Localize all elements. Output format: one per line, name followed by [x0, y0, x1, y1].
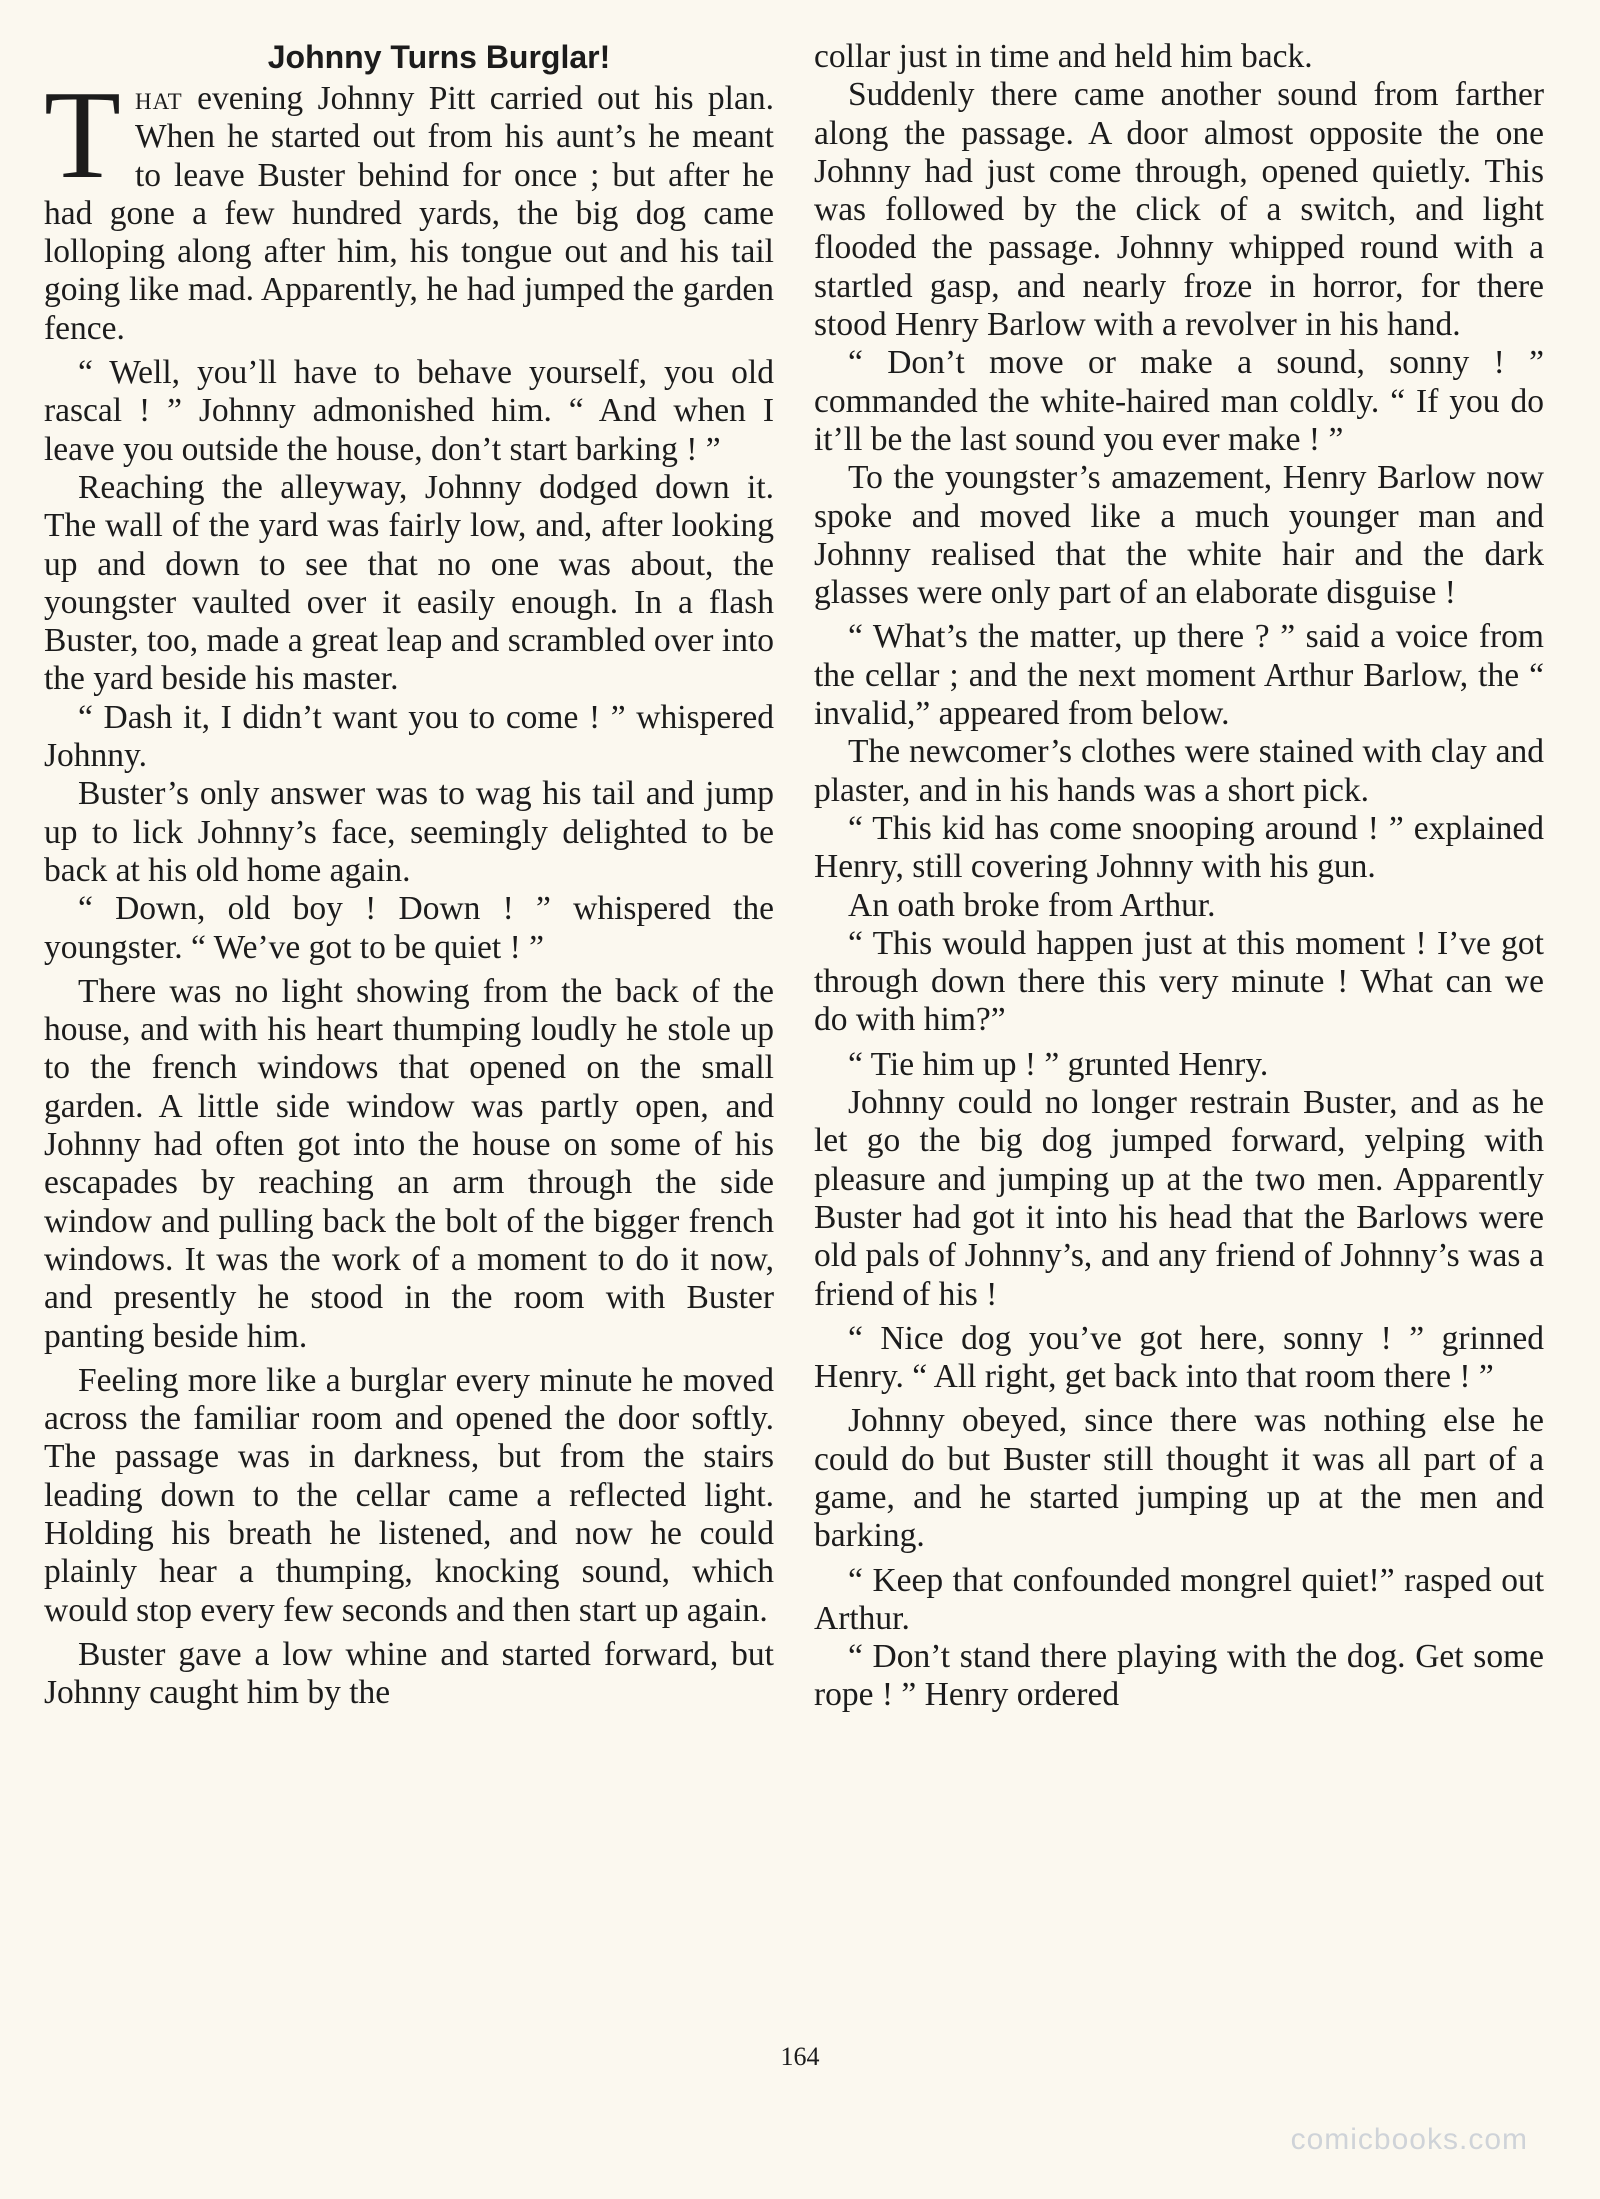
paragraph: The newcomer’s clothes were stained with clay and plaster, and in his hands was a short pick. [814, 733, 1544, 809]
paragraph: “ Don’t move or make a sound, sonny ! ” commanded the white-haired man coldly. “ If you do it’ll be the last sound you ever make ! ” [814, 344, 1544, 458]
paragraph: Johnny obeyed, since there was nothing else he could do but Buster still thought it was all part of a game, and he started jumping up at the men and barking. [814, 1402, 1544, 1555]
opening-paragraph [44, 66, 774, 348]
paragraph: Buster’s only answer was to wag his tail and jump up to lick Johnny’s face, seemingly delighted to be back at his old home again. [44, 775, 774, 889]
paragraph: “ Keep that confounded mongrel quiet!” rasped out Arthur. [814, 1561, 1544, 1637]
paragraph: “ What’s the matter, up there ? ” said a voice from the cellar ; and the next moment Arthur Barlow, the “ invalid,” appeared from below. [814, 618, 1544, 733]
paragraph: “ Tie him up ! ” grunted Henry. [848, 1045, 1269, 1083]
paragraph: “ Well, you’ll have to behave yourself, you old rascal ! ” Johnny admonished him. “ And when I leave you outside the house, don’t start barking ! ” [44, 354, 774, 468]
paragraph: Reaching the alleyway, Johnny dodged down it. The wall of the yard was fairly low, and, after looking up and down to see that no one was about, the youngster vaulted over it easily enough. In a flash Buster, too, made a great leap and scrambled over into the yard beside his master. [44, 468, 774, 698]
left-column [44, 38, 774, 1712]
paragraph: Johnny could no longer restrain Buster, and as he let go the big dog jumped forward, yelping with pleasure and jumping up at the two men. Apparently Buster had got it into his head that the Barlows were old pals of Johnny’s, and any friend of Johnny’s was a friend of his ! [814, 1084, 1544, 1313]
paragraph: “ Dash it, I didn’t want you to come ! ” whispered Johnny. [44, 698, 774, 775]
paragraph: “ This would happen just at this moment ! I’ve got through down there this very minute ! What can we do with him?” [814, 924, 1544, 1039]
paragraph: Feeling more like a burglar every minute he moved across the familiar room and opened the door softly. The passage was in darkness, but from the stairs leading down to the cellar came a reflected light. Holding his breath he listened, and now he could plainly hear a thumping, knocking sound, which would stop every few seconds and then start up again. [44, 1361, 774, 1629]
drop-cap: T [44, 66, 121, 205]
paragraph: Buster gave a low whine and started forward, but Johnny caught him by the [44, 1635, 774, 1712]
opening-paragraph-text: evening Johnny Pitt carried out his plan. When he started out from his aunt’s he meant to leave Buster behind for once ; but after he had gone a few hundred yards, the big dog came lolloping along after him, his tongue out and his tail going like mad. Apparently, he had jumped the garden fence. [44, 80, 774, 347]
paragraph: “ Nice dog you’ve got here, sonny ! ” grinned Henry. “ All right, get back into that room there ! ” [814, 1319, 1544, 1396]
paragraph: An oath broke from Arthur. [848, 886, 1216, 924]
story-title: Johnny Turns Burglar! [267, 39, 611, 75]
paragraph: “ Down, old boy ! Down ! ” whispered the youngster. “ We’ve got to be quiet ! ” [44, 890, 774, 966]
watermark: comicbooks.com [1290, 2123, 1528, 2156]
paragraph: “ This kid has come snooping around ! ” explained Henry, still covering Johnny with his gun. [814, 809, 1544, 886]
continued-line: collar just in time and held him back. [814, 38, 1313, 75]
paragraph: To the youngster’s amazement, Henry Barlow now spoke and moved like a much younger man and Johnny realised that the white hair and the dark glasses were only part of an elaborate disguise ! [814, 459, 1544, 612]
paragraph: There was no light showing from the back of the house, and with his heart thumping loudly he stole up to the french windows that opened on the small garden. A little side window was partly open, and Johnny had often got into the house on some of his escapades by reaching an arm through the side window and pulling back the bolt of the bigger french windows. It was the work of a moment to do it now, and presently he stood in the room with Buster panting beside him. [44, 972, 774, 1355]
paragraph: Suddenly there came another sound from farther along the passage. A door almost opposite the one Johnny had just come through, opened quietly. This was followed by the click of a switch, and light flooded the passage. Johnny whipped round with a startled gasp, and nearly froze in horror, for there stood Henry Barlow with a revolver in his hand. [814, 76, 1544, 344]
opening-word-rest: hat [134, 80, 183, 117]
right-column [814, 38, 1544, 1715]
page-number: 164 [780, 2042, 820, 2071]
paragraph: “ Don’t stand there playing with the dog. Get some rope ! ” Henry ordered [814, 1638, 1544, 1714]
